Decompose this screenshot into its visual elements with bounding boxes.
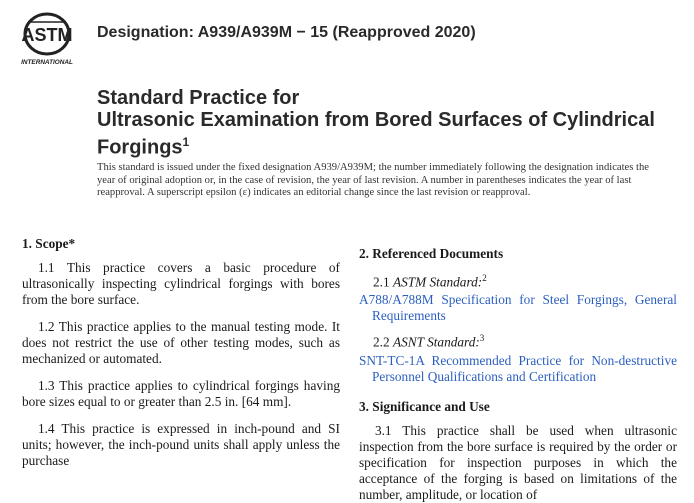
astm-logo — [12, 8, 82, 68]
standard-notice: This standard is issued under the fixed designation A939/A939M; the number immediately following the designation indicates the year of original adoption or, in the case of revision, the year of last revision. A number in parentheses indicates the year of last reapproval. A superscript epsilon (ε) indicates an editorial change since the last revision or reapproval. — [97, 162, 649, 199]
astm-standard-number: 2.1 — [373, 274, 393, 290]
referenced-documents-heading: 2. Referenced Documents — [359, 246, 504, 261]
reference-title-link[interactable]: Specification for Steel Forgings, General Requirements — [372, 292, 677, 324]
significance-para: 3.1 This practice shall be used when ultrasonic inspection from the bore surface is required by the order or specification for inspection purposes in which the acceptance of the forging is based on limitations of the number, amplitude, or location of — [359, 422, 677, 502]
right-column — [359, 246, 677, 503]
asnt-standard-title: ASNT Standard: — [392, 334, 480, 350]
astm-footnote-mark: 2 — [482, 273, 487, 283]
asnt-standard-number: 2.2 — [373, 334, 393, 350]
asnt-standard-label — [373, 330, 677, 350]
title-line-1: Standard Practice for — [97, 87, 300, 109]
left-column — [22, 236, 340, 469]
significance-heading: 3. Significance and Use — [359, 398, 490, 414]
document-title — [97, 87, 657, 159]
designation: Designation: A939/A939M − 15 (Reapproved 2020) — [97, 24, 476, 41]
reference-item[interactable] — [359, 353, 677, 385]
reference-item[interactable] — [359, 292, 677, 324]
title-main: Ultrasonic Examination from Bored Surfaces of Cylindrical Forgings — [97, 109, 655, 159]
scope-para: 1.3 This practice applies to cylindrical forgings having bore sizes equal to or greater than 2.5 in. [64 mm]. — [22, 378, 340, 409]
astm-standard-title: ASTM Standard: — [392, 274, 483, 290]
title-footnote-mark: 1 — [182, 135, 190, 149]
reference-code-link[interactable]: SNT-TC-1A — [359, 352, 425, 368]
scope-heading: 1. Scope* — [22, 236, 76, 251]
scope-para: 1.1 This practice covers a basic procedure of ultrasonically inspecting cylindrical forgings with bores from the bore surface. — [22, 260, 340, 307]
asnt-footnote-mark: 3 — [479, 333, 485, 344]
astm-standard-label — [373, 270, 677, 290]
title-line-2 — [97, 109, 657, 159]
scope-para: 1.2 This practice applies to the manual testing mode. It does not restrict the use of other testing modes, such as mechanized or automated. — [22, 319, 340, 366]
reference-code-link[interactable]: A788/A788M — [359, 292, 434, 308]
scope-para: 1.4 This practice is expressed in inch-pound and SI units; however, the inch-pound units shall apply unless the purchase — [22, 421, 340, 468]
reference-title-link[interactable]: Recommended Practice for Non-destructive Personnel Qualifications and Certification — [372, 352, 677, 384]
svg-text:ASTM: ASTM — [21, 25, 73, 45]
logo-label: INTERNATIONAL — [21, 59, 73, 66]
